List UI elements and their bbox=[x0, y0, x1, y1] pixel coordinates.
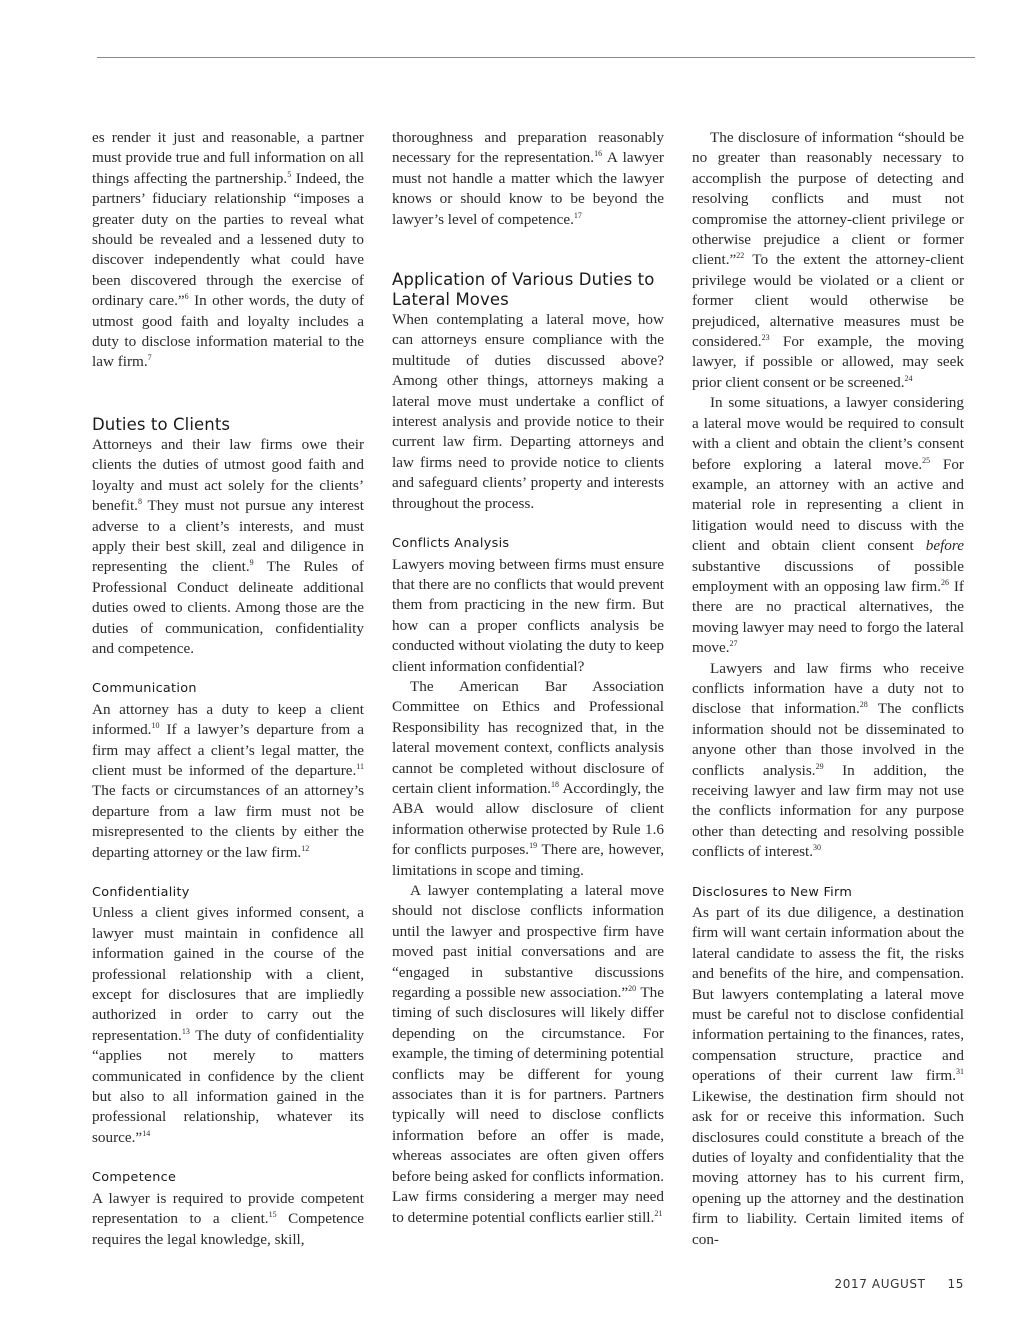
heading-conflicts-analysis: Conflicts Analysis bbox=[392, 536, 510, 552]
footnote-ref: 17 bbox=[573, 210, 582, 220]
heading-application-of-duties: Application of Various Duties to Lateral Moves bbox=[392, 270, 655, 310]
footnote-ref: 26 bbox=[941, 577, 950, 587]
paragraph: es render it just and reasonable, a partner must provide true and full information on all things affecting the partnership.$^5$ Indeed, the partners’ fiduciary relationship “imposes a greater duty on the parties to reveal what should be revealed and a lessened duty to discover independently what could have been discovered through the exercise of ordinary care.”$^6$ In other words, the duty of utmost good faith and loyalty includes a duty to disclose information material to the law firm.$^7$ bbox=[92, 129, 365, 371]
footnote-ref: 9 bbox=[249, 558, 254, 568]
paragraph: When contemplating a lateral move, how can attorneys ensure compliance with the multitude of duties discussed above? Among other things, attorneys making a lateral move must undertake a conflict of interest analysis and provide notice to their current law firm. Departing attorneys and law firms need to provide notice to clients and safeguard clients’ property and interests throughout the process. bbox=[392, 311, 664, 512]
emphasis-text: before bbox=[925, 537, 964, 555]
heading-disclosures-to-new-firm: Disclosures to New Firm bbox=[692, 884, 853, 900]
paragraph: thoroughness and preparation reasonably necessary for the representation.$^{16}$ A lawyer must not handle a matter which the lawyer knows or should know to be beyond the lawyer’s level of competence.$^{17}$ bbox=[392, 129, 664, 228]
footnote-ref: 16 bbox=[594, 149, 603, 159]
footnote-ref: 6 bbox=[184, 292, 189, 302]
footnote-ref: 5 bbox=[287, 169, 292, 179]
page-number: 15 bbox=[947, 1277, 964, 1291]
footnote-ref: 29 bbox=[815, 761, 824, 771]
paragraph: A lawyer contemplating a lateral move should not disclose conflicts information until the lawyer and prospective firm have moved past initial conversations and are “engaged in substantive discussions regarding a possible new association.”$^{20}$ The timing of such disclosures will likely differ depending on the circumstance. For example, the timing of determining potential conflicts may be different for young associates than it is for partners. Partners typically will need to disclose conflicts information before an offer is made, whereas associates are often given offers before being asked for conflicts information. Law firms considering a merger may need to determine potential conflicts earlier still.$^{21}$ bbox=[392, 882, 664, 1226]
footnote-ref: 28 bbox=[859, 700, 868, 710]
footnote-ref: 19 bbox=[529, 841, 538, 851]
footnote-ref: 21 bbox=[654, 1208, 663, 1218]
issue-date: 2017 AUGUST bbox=[834, 1277, 926, 1291]
header-rule bbox=[97, 57, 975, 58]
paragraph: As part of its due diligence, a destination firm will want certain information about the lateral candidate to assess the fit, the risks and benefits of the hire, and compensation. But lawyers contemplating a lateral move must be careful not to disclose confidential information pertaining to the finances, rates, compensation structure, practice and operations of their current law firm.$^{31}$ Likewise, the destination firm should not ask for or receive this information. Such disclosures could constitute a breach of the duties of loyalty and confidentiality that the moving attorney has to his current firm, opening up the attorney and the destination firm to liability. Certain limited items of con- bbox=[692, 904, 964, 1248]
footnote-ref: 8 bbox=[137, 497, 142, 507]
paragraph: Lawyers moving between firms must ensure that there are no conflicts that would prevent them from practicing in the new firm. But how can a proper conflicts analysis be conducted without violating the duty to keep client information confidential? bbox=[392, 555, 665, 675]
footnote-ref: 7 bbox=[147, 353, 152, 363]
footnote-ref: 14 bbox=[142, 1128, 151, 1138]
paragraph: A lawyer is required to provide competent representation to a client.$^{15}$ Competence requires the legal knowledge, skill, bbox=[92, 1189, 364, 1248]
paragraph: The disclosure of information “should be no greater than reasonably necessary to accomplish the purpose of detecting and resolving conflicts and must not compromise the attorney-client privilege or otherwise prejudice a client or former client.”$^{22}$ To the extent the attorney-client privilege would be violated or a client or former client would otherwise be prejudiced, alternative measures must be considered.$^{23}$ For example, the moving lawyer, if possible or allowed, may seek prior client consent or be screened.$^{24}$ bbox=[692, 129, 964, 391]
footnote-ref: 12 bbox=[301, 843, 310, 853]
page-footer bbox=[835, 1277, 964, 1291]
heading-duties-to-clients: Duties to Clients bbox=[92, 414, 231, 434]
footnote-ref: 20 bbox=[628, 984, 637, 994]
footnote-ref: 22 bbox=[736, 251, 745, 261]
paragraph: An attorney has a duty to keep a client informed.$^{10}$ If a lawyer’s departure from a firm may affect a client’s legal matter, the client must be informed of the departure.$^{11}$ The facts or circumstances of an attorney’s departure from a law firm must not be misrepresented to the clients by either the departing attorney or the law firm.$^{12}$ bbox=[92, 700, 364, 861]
paragraph: In some situations, a lawyer considering a lateral move would be required to consult with a client and obtain the client’s consent before exploring a lateral move.$^{25}$ For example, an attorney with an active and material role in representing a client in litigation would need to discuss with the client and obtain client consent before substantive discussions of possible employment with an opposing law firm.$^{26}$ If there are no practical alternatives, the moving lawyer may need to forgo the lateral move.$^{27}$ bbox=[692, 394, 964, 657]
footnote-ref: 30 bbox=[813, 843, 822, 853]
footnote-ref: 31 bbox=[956, 1067, 964, 1077]
footnote-ref: 27 bbox=[729, 639, 738, 649]
footnote-ref: 13 bbox=[181, 1026, 190, 1036]
heading-communication: Communication bbox=[92, 681, 197, 697]
footnote-ref: 24 bbox=[904, 373, 913, 383]
paragraph: Attorneys and their law firms owe their clients the duties of utmost good faith and loyalty and must act solely for the clients’ benefit.$^8$ They must not pursue any interest adverse to a client’s interests, and must apply their best skill, zeal and diligence in representing the client.$^9$ The Rules of Professional Conduct delineate additional duties owed to clients. Among those are the duties of communication, confidentiality and competence. bbox=[92, 435, 364, 657]
footnote-ref: 23 bbox=[761, 333, 770, 343]
footnote-ref: 25 bbox=[922, 455, 931, 465]
heading-confidentiality: Confidentiality bbox=[92, 885, 190, 900]
column-1 bbox=[92, 128, 364, 1250]
column-2 bbox=[392, 128, 664, 1228]
footnote-ref: 10 bbox=[151, 721, 160, 731]
paragraph: Lawyers and law firms who receive conflicts information have a duty not to disclose that information.$^{28}$ The conflicts information should not be disseminated to anyone other than those involved in the conflicts analysis.$^{29}$ In addition, the receiving lawyer and law firm may not use the conflicts information for any purpose other than detecting and resolving possible conflicts of interest.$^{30}$ bbox=[692, 659, 964, 861]
footnote-ref: 15 bbox=[268, 1210, 277, 1220]
heading-competence: Competence bbox=[92, 1170, 177, 1186]
column-3 bbox=[692, 128, 964, 1250]
footnote-ref: 11 bbox=[356, 761, 364, 771]
paragraph: Unless a client gives informed consent, a lawyer must maintain in confidence all information gained in the course of the professional relationship with a client, except for disclosures that are impliedly authorized in order to carry out the representation.$^{13}$ The duty of confidentiality “applies not merely to matters communicated in confidence by the client but also to all information gained in the professional relationship, whatever its source.”$^{14}$ bbox=[92, 904, 364, 1146]
footnote-ref: 18 bbox=[551, 779, 560, 789]
paragraph: The American Bar Association Committee on Ethics and Professional Responsibility has recognized that, in the lateral movement context, conflicts analysis cannot be completed without disclosure of certain client information.$^{18}$ Accordingly, the ABA would allow disclosure of client information otherwise protected by Rule 1.6 for conflicts purposes.$^{19}$ There are, however, limitations in scope and timing. bbox=[392, 677, 665, 879]
